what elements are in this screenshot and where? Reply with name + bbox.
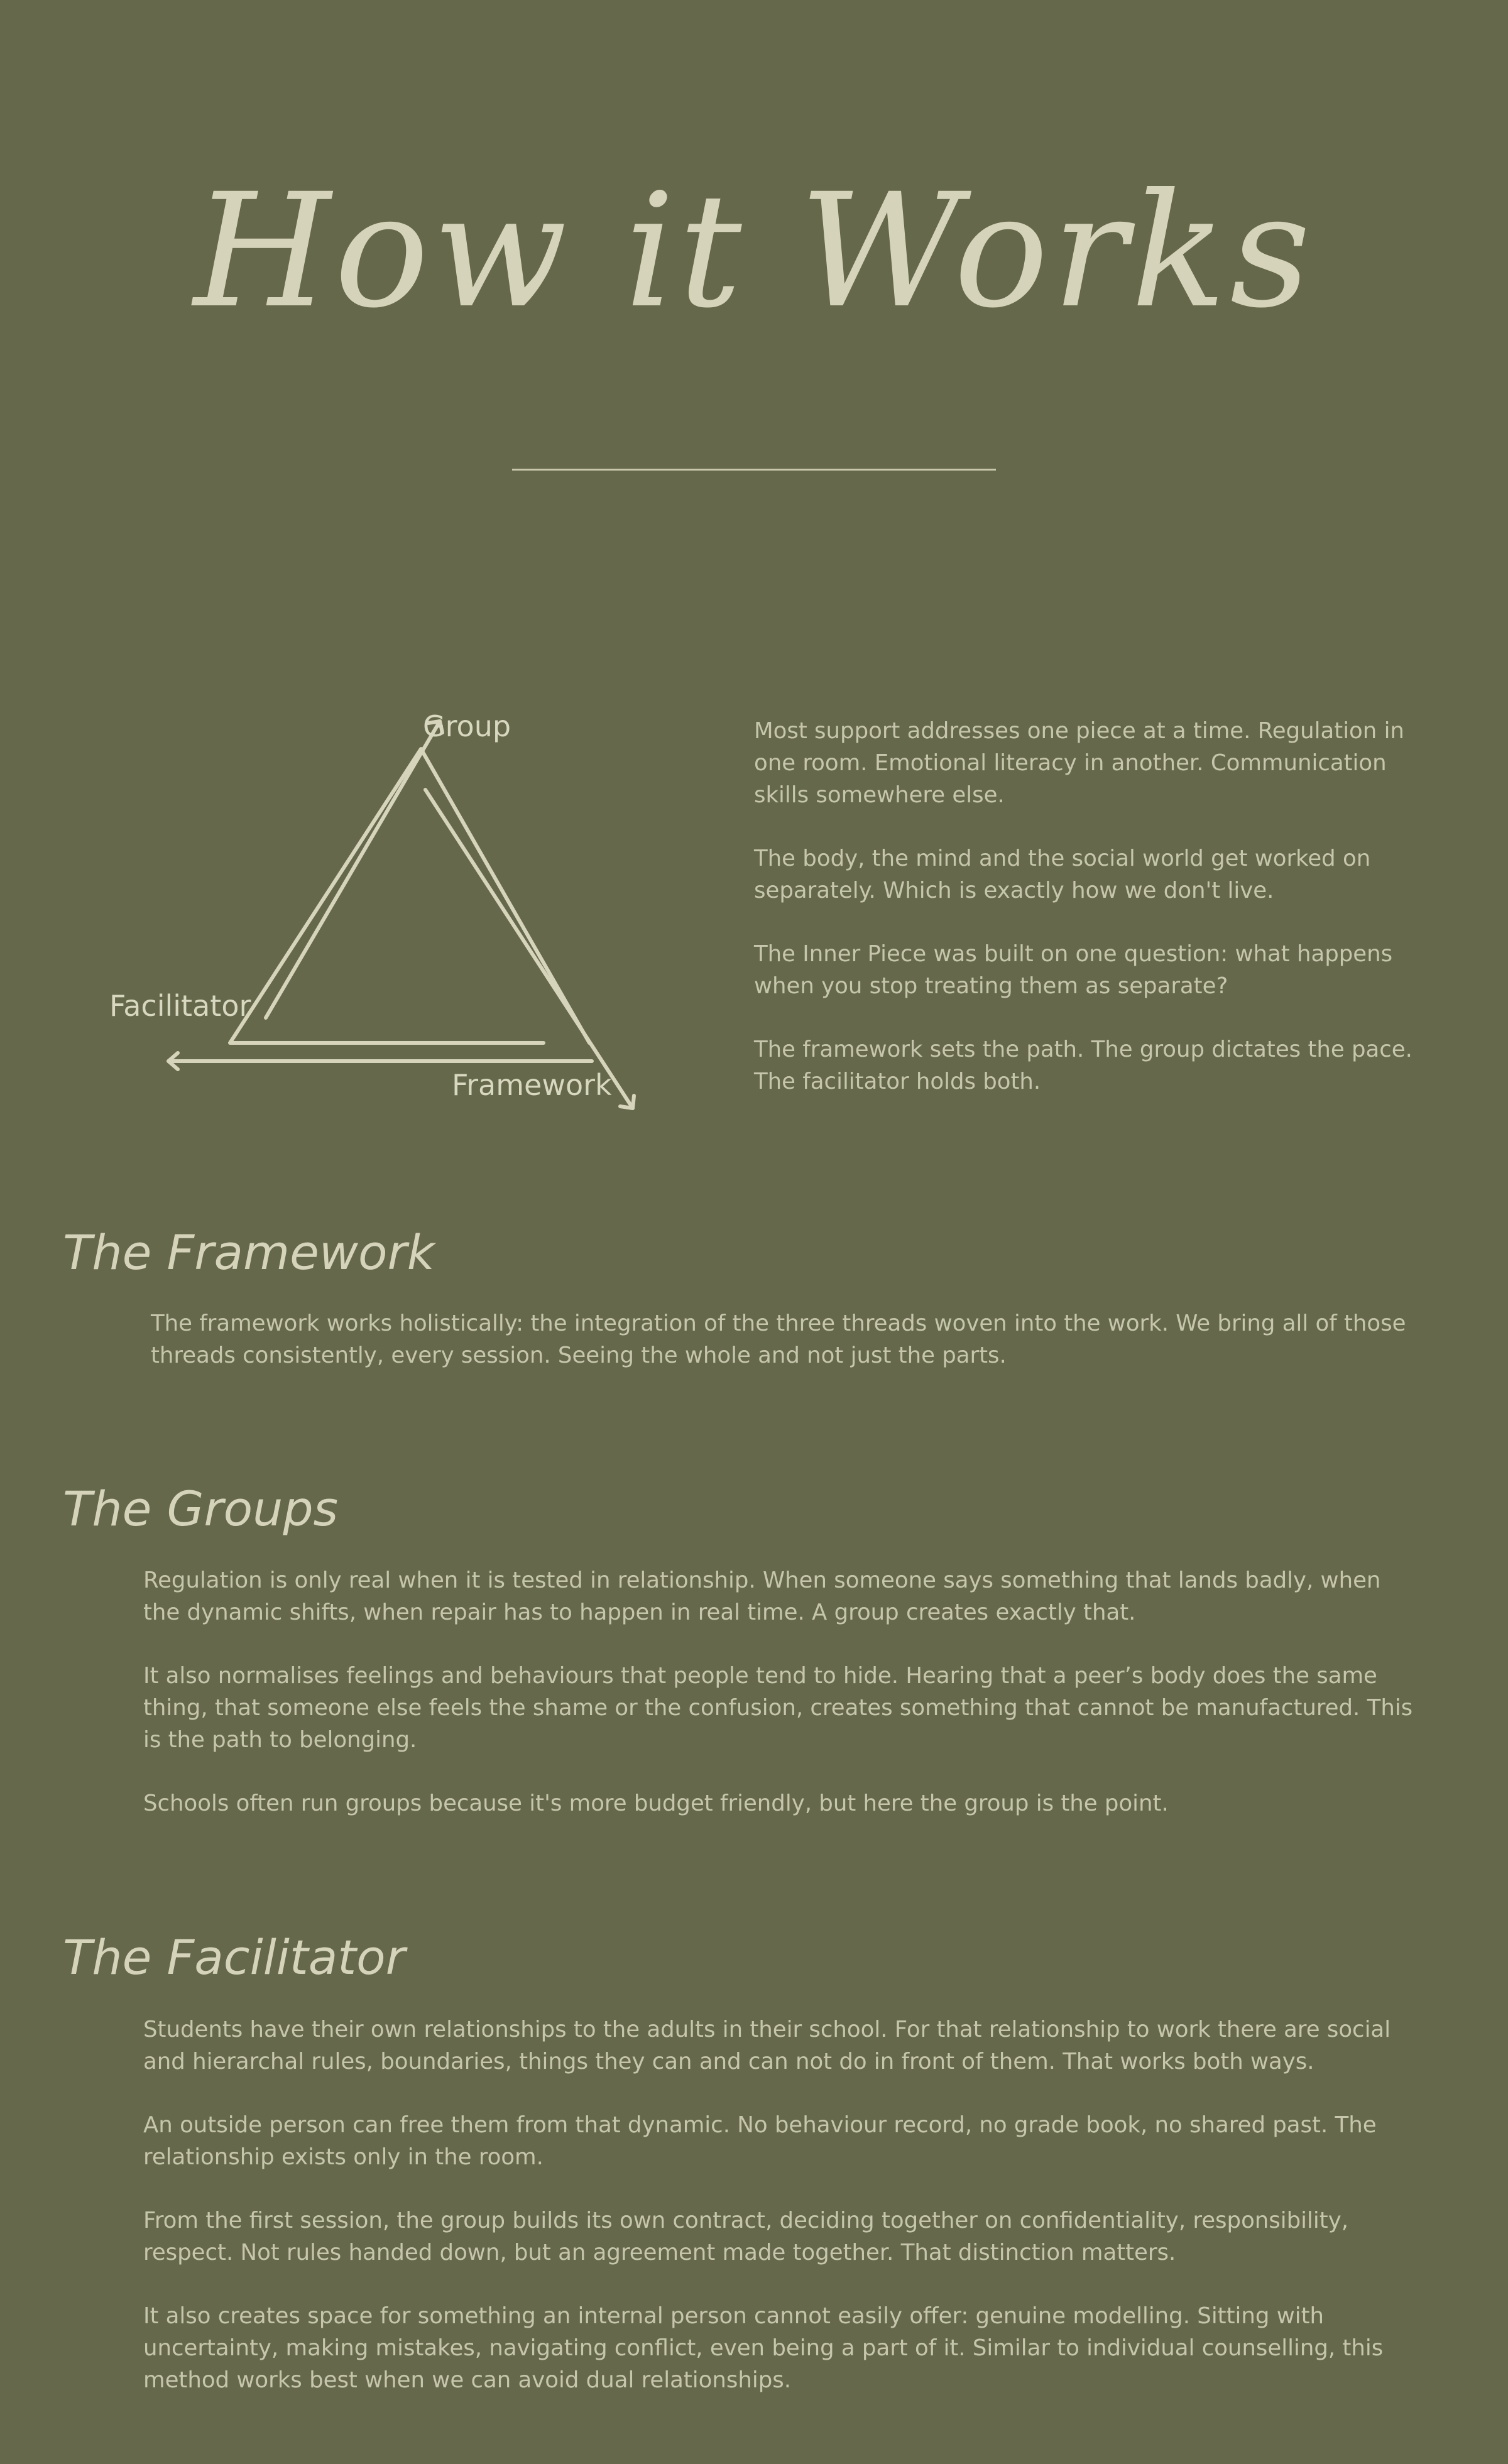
framework-paragraph: The framework works holistically: the integration of the three threads woven into the work. We bring all of those threads consistently, every session. Seeing the whole and not just the parts. [151,1311,1406,1368]
triangle-diagram [94,666,660,1131]
intro-paragraph: The framework sets the path. The group dictates the pace. The facilitator holds both. [754,1037,1412,1094]
diagram-label-facilitator: Facilitator [109,989,251,1023]
facilitator-paragraph: From the first session, the group builds its own contract, deciding together on confidentiality, responsibility, respect. Not rules handed down, but an agreement made together. That distinction matters. [143,2208,1348,2265]
groups-heading: The Groups [63,1481,339,1537]
intro-text [754,715,1433,1129]
intro-paragraph: Most support addresses one piece at a time. Regulation in one room. Emotional literacy in another. Communication skills somewhere else. [754,718,1404,808]
intro-paragraph: The body, the mind and the social world get worked on separately. Which is exactly how we don't live. [754,846,1371,903]
triangle-diagram-svg [94,666,660,1131]
triangle-inner-outline [230,749,589,1043]
diagram-label-group: Group [423,709,511,743]
facilitator-paragraph: Students have their own relationships to the adults in their school. For that relationship to work there are social and hierarchal rules, boundaries, things they can and can not do in front of them. That works both ways. [143,2017,1391,2074]
groups-paragraph: Regulation is only real when it is tested in relationship. When someone says something that lands badly, when the dynamic shifts, when repair has to happen in real time. A group creates exactly that. [143,1567,1381,1625]
groups-paragraph: It also normalises feelings and behaviours that people tend to hide. Hearing that a peer’s body does the same thing, that someone else feels the shame or the confusion, creates something that cannot be manufactured. This is the path to belonging. [143,1663,1413,1753]
framework-heading: The Framework [63,1224,435,1280]
framework-body [151,1307,1407,1403]
facilitator-body [143,2014,1419,2428]
groups-body [143,1564,1419,1851]
facilitator-paragraph: An outside person can free them from that dynamic. No behaviour record, no grade book, no shared past. The relationship exists only in the room. [143,2112,1377,2170]
title-divider [512,469,996,471]
groups-paragraph: Schools often run groups because it's more budget friendly, but here the group is the point. [143,1791,1169,1816]
facilitator-paragraph: It also creates space for something an internal person cannot easily offer: genuine modelling. Sitting with uncertainty, making mistakes, navigating conflict, even being a part of it. Similar to individual counselling, this method works best when we can avoid dual relationships. [143,2303,1384,2393]
facilitator-heading: The Facilitator [63,1929,405,1985]
arrow-line-to-group [266,721,440,1018]
page-title: How it Works [194,160,1314,342]
intro-paragraph: The Inner Piece was built on one question: what happens when you stop treating them as separate? [754,941,1393,999]
diagram-label-framework: Framework [452,1068,612,1102]
